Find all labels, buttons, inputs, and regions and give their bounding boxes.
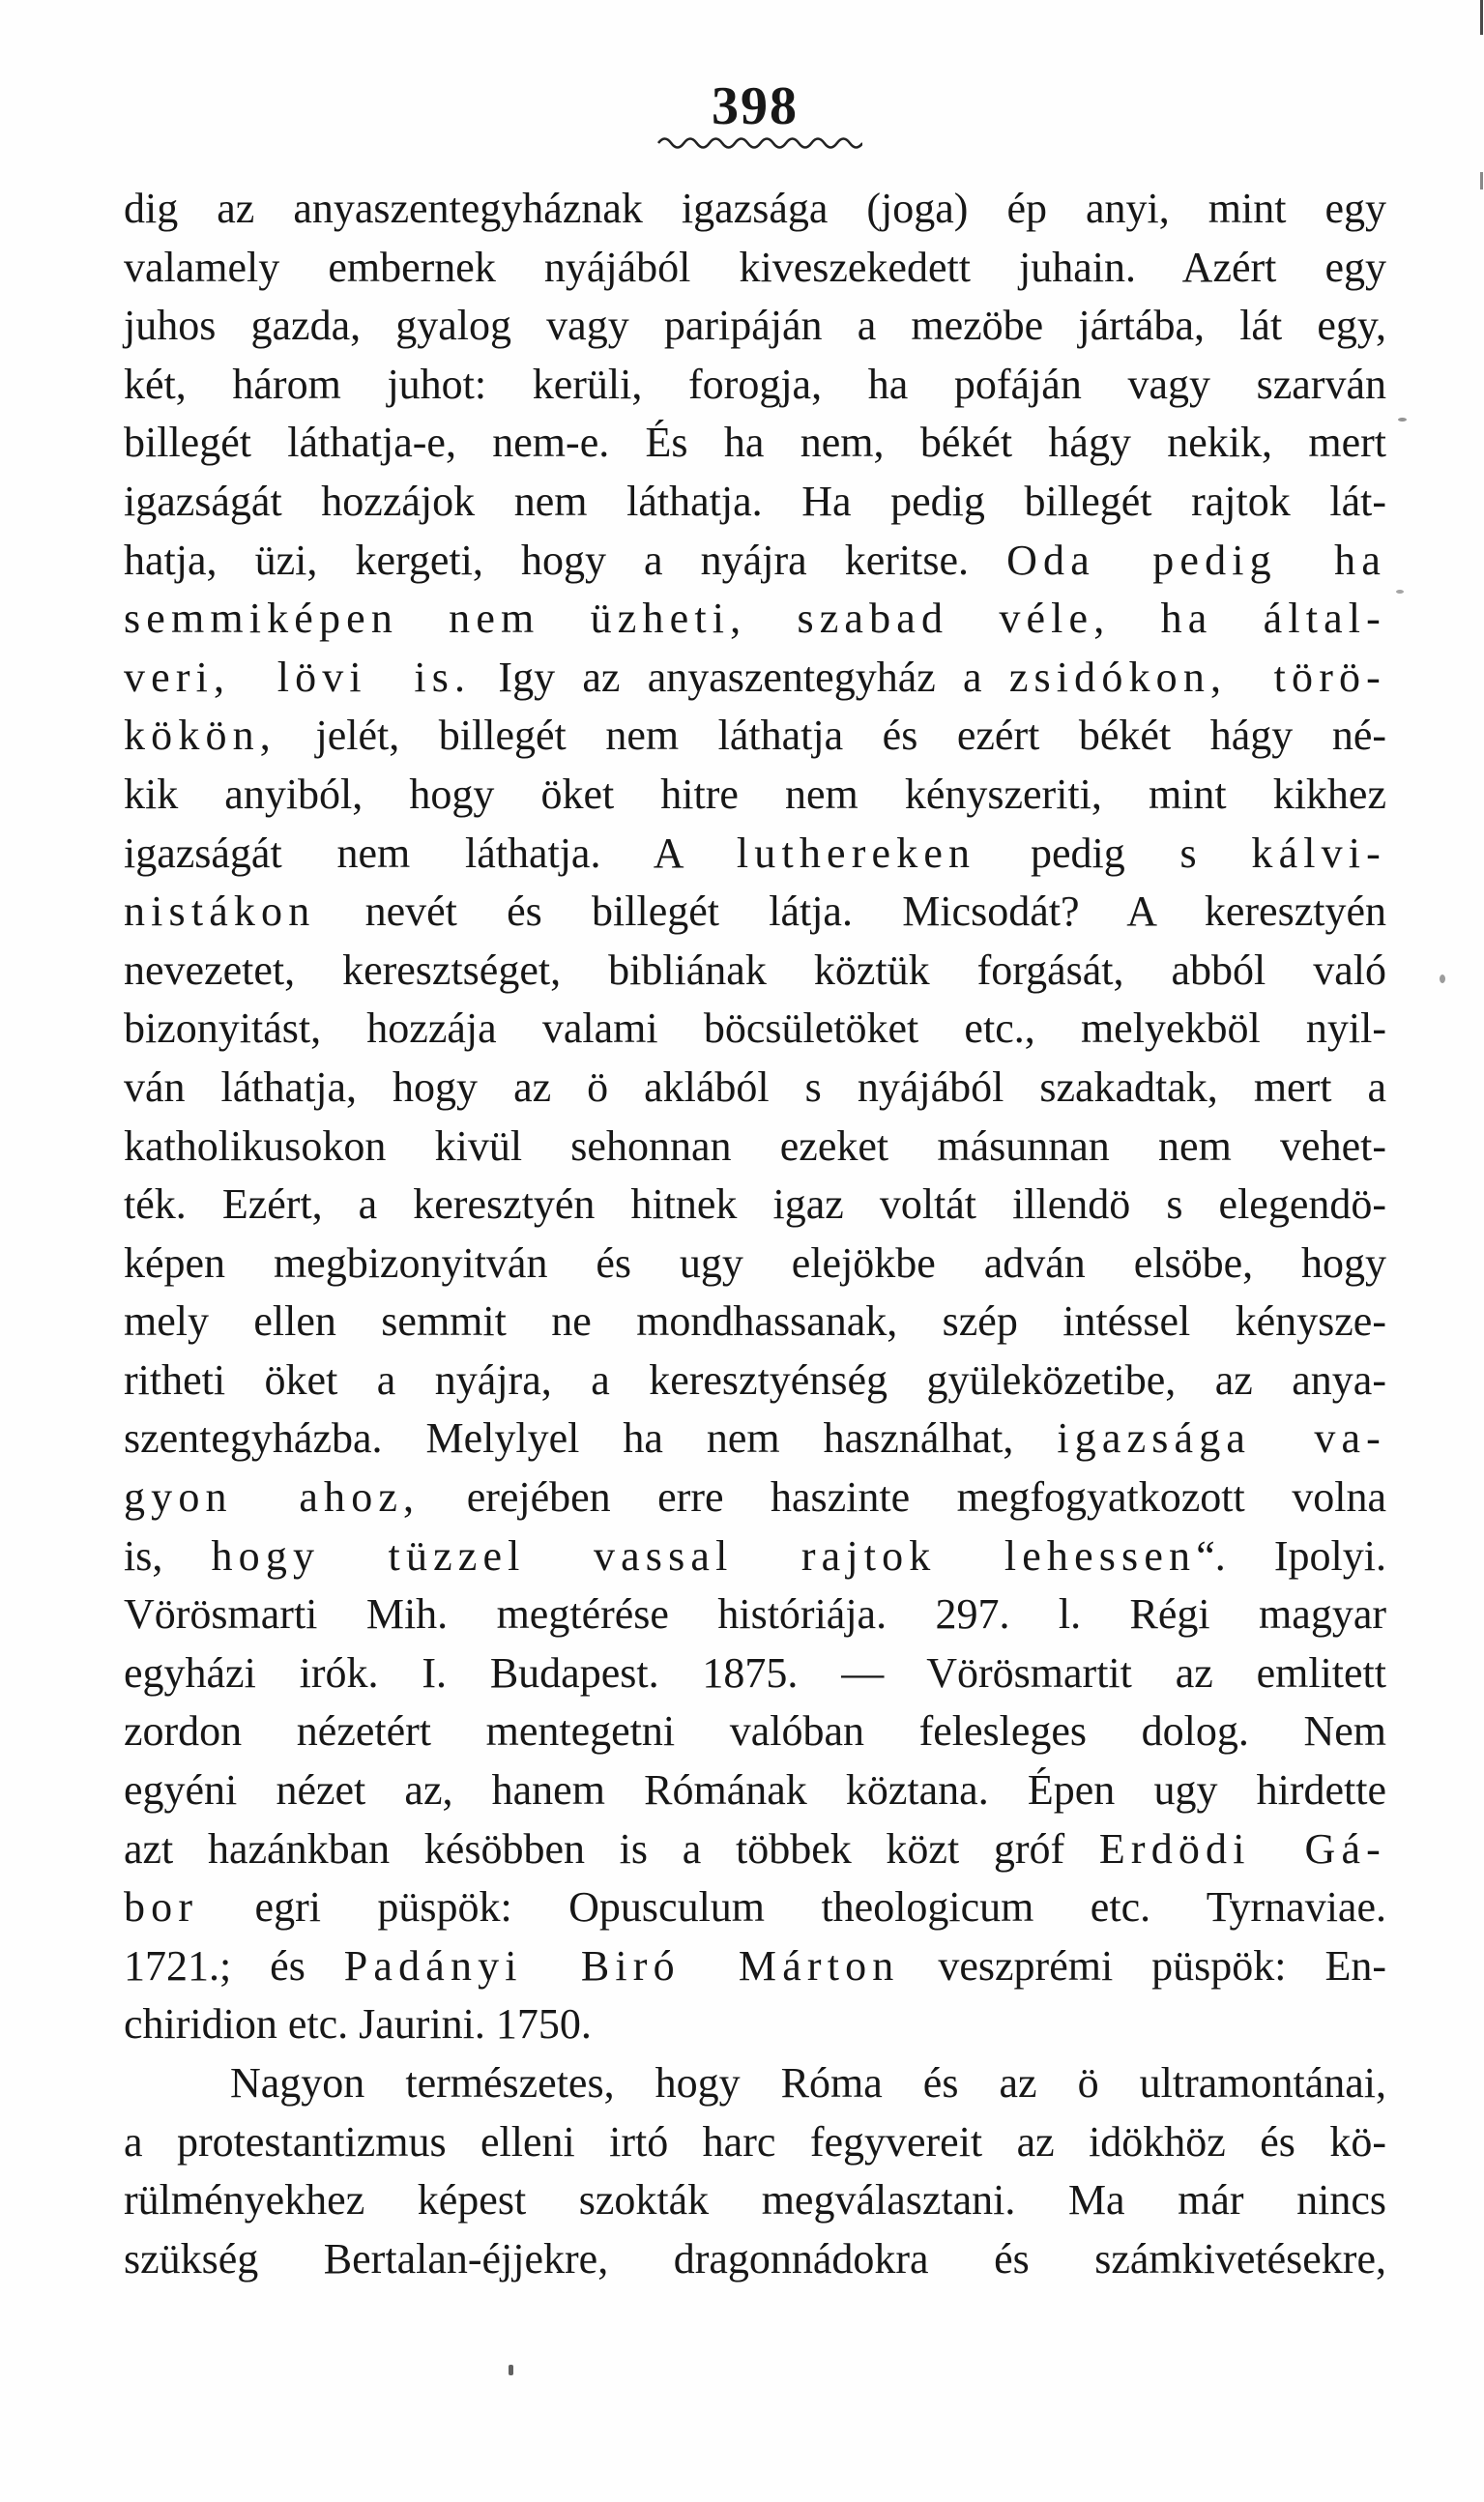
text-segment: chiridion etc. Jaurini. 1750. [124, 2000, 592, 2049]
paragraph [124, 180, 1386, 2054]
text-line [124, 942, 1386, 1001]
text-segment: ték. Ezért, a keresztyén hitnek igaz voltát illendö s elegendö- [124, 1180, 1386, 1229]
paragraph [124, 2054, 1386, 2288]
letterspaced-text: Oda pedig ha [1006, 536, 1387, 584]
text-segment: egyéni nézet az, hanem Rómának köztana. Épen ugy hirdette [124, 1766, 1386, 1815]
text-line [124, 2171, 1386, 2230]
text-line [124, 590, 1386, 649]
text-line [124, 649, 1386, 708]
letterspaced-text: kálvi- [1251, 829, 1386, 877]
ink-speck [509, 2365, 513, 2375]
text-segment: is, [124, 1531, 212, 1580]
letterspaced-text: zsidókon, törö- [1008, 653, 1386, 701]
text-line [124, 1937, 1386, 1996]
page-number: 398 [712, 76, 799, 136]
text-segment: két, három juhot: kerüli, forogja, ha pofáján vagy szarván [124, 360, 1386, 408]
text-segment: katholikusokon kivül sehonnan ezeket másunnan nem vehet- [124, 1121, 1386, 1170]
text-segment: kik anyiból, hogy öket hitre nem kényszeriti, mint kikhez [124, 770, 1386, 818]
text-segment: azt hazánkban késöbben is a többek közt gróf [124, 1824, 1099, 1873]
text-segment: Vörösmarti Mih. megtérése históriája. 297. l. Régi magyar [124, 1590, 1386, 1639]
letterspaced-text: Padányi Biró Márton [343, 1941, 900, 1990]
text-segment: veszprémi püspök: En- [899, 1941, 1386, 1990]
text-line [124, 766, 1386, 825]
text-line [124, 1586, 1386, 1644]
text-segment: mely ellen semmit ne mondhassanak, szép intéssel kénysze- [124, 1297, 1386, 1346]
text-segment: juhos gazda, gyalog vagy paripáján a mezöbe jártába, lát egy, [124, 302, 1386, 350]
text-segment: bizonyitást, hozzája valami böcsületöket etc., melyekböl nyil- [124, 1004, 1386, 1053]
text-line [124, 532, 1386, 591]
text-line [124, 1352, 1386, 1411]
ink-speck [1396, 590, 1404, 594]
text-line [124, 1000, 1386, 1059]
scan-edge-artifact [1480, 0, 1483, 35]
text-line [124, 1702, 1386, 1761]
letterspaced-text: hogy tüzzel vassal rajtok lehessen [211, 1531, 1197, 1580]
text-segment: a protestantizmus elleni irtó harc fegyvereit az idökhöz és kö- [124, 2117, 1386, 2166]
text-segment: képen megbizonyitván és ugy elejökbe adván elsöbe, hogy [124, 1238, 1386, 1287]
text-line [124, 297, 1386, 356]
text-line [124, 473, 1386, 532]
text-segment: erejében erre haszinte megfogyatkozott volna [420, 1473, 1386, 1522]
text-line [124, 180, 1386, 239]
ink-speck [1398, 418, 1407, 422]
text-segment: zordon nézetért mentegetni valóban felesleges dolog. Nem [124, 1707, 1386, 1756]
text-segment: “. Ipolyi. [1196, 1531, 1386, 1580]
text-segment: igazságát hozzájok nem láthatja. Ha pedig billegét rajtok lát- [124, 477, 1386, 525]
text-line [124, 1995, 1386, 2054]
text-segment: valamely embernek nyájából kiveszekedett juhain. Azért egy [124, 243, 1386, 291]
body-text [124, 180, 1386, 2288]
text-segment: ván láthatja, hogy az ö aklából s nyájából szakadtak, mert a [124, 1062, 1386, 1111]
text-segment: nevét és billegét látja. Micsodát? A keresztyén [315, 887, 1386, 936]
letterspaced-text: igazsága va- [1057, 1414, 1386, 1463]
text-line [124, 239, 1386, 298]
text-line [124, 825, 1386, 884]
text-line [124, 1820, 1386, 1879]
text-segment: szentegyházba. Melylyel ha nem használhat, [124, 1414, 1058, 1463]
wavy-underline [657, 131, 862, 149]
text-line [124, 414, 1386, 473]
text-line [124, 356, 1386, 415]
text-segment: hatja, üzi, kergeti, hogy a nyájra keritse. [124, 536, 1007, 584]
letterspaced-text: Erdödi Gá- [1098, 1824, 1386, 1873]
letterspaced-text: kökön, [124, 712, 276, 760]
text-segment: Igy az anyaszentegyház a [471, 653, 1009, 701]
text-line [124, 1527, 1386, 1586]
text-line [124, 1878, 1386, 1937]
letterspaced-text: semmiképen nem üzheti, szabad véle, ha által- [124, 595, 1386, 643]
text-segment: nevezetet, keresztséget, bibliának köztük forgását, abból való [124, 946, 1386, 994]
ink-speck [1440, 975, 1445, 983]
text-line [124, 1118, 1386, 1177]
text-segment: billegét láthatja-e, nem-e. És ha nem, békét hágy nekik, mert [124, 419, 1386, 467]
letterspaced-text: luthereken [736, 829, 976, 877]
text-line [124, 1293, 1386, 1352]
text-segment: rülményekhez képest szokták megválasztani. Ma már nincs [124, 2176, 1386, 2225]
text-line [124, 1235, 1386, 1294]
text-line [124, 707, 1386, 766]
text-line [124, 1176, 1386, 1235]
text-line [124, 1644, 1386, 1703]
text-line [124, 883, 1386, 942]
text-segment: dig az anyaszentegyháznak igazsága (joga) ép anyi, mint egy [124, 185, 1386, 232]
text-line [124, 1410, 1386, 1469]
text-segment: jelét, billegét nem láthatja és ezért békét hágy né- [276, 712, 1386, 760]
letterspaced-text: nistákon [124, 887, 316, 936]
text-line [124, 1469, 1386, 1527]
text-segment: egyházi irók. I. Budapest. 1875. — Vörösmartit az emlitett [124, 1648, 1386, 1697]
letterspaced-text: gyon ahoz, [124, 1473, 421, 1522]
text-line [124, 1761, 1386, 1820]
text-line [124, 2054, 1386, 2113]
text-line [124, 1059, 1386, 1118]
text-segment: ritheti öket a nyájra, a keresztyénség gyüleközetibe, az anya- [124, 1355, 1386, 1404]
text-segment: 1721.; és [124, 1941, 344, 1990]
text-line [124, 2113, 1386, 2172]
scan-edge-artifact [1480, 172, 1483, 189]
text-segment: igazságát nem láthatja. A [124, 829, 737, 877]
text-segment: pedig s [975, 829, 1252, 877]
letterspaced-text: bor [124, 1883, 199, 1932]
text-segment: szükség Bertalan-éjjekre, dragonnádokra és számkivetésekre, [124, 2234, 1386, 2283]
text-line [124, 2230, 1386, 2289]
text-segment: egri püspök: Opusculum theologicum etc. Tyrnaviae. [198, 1883, 1386, 1932]
letterspaced-text: veri, lövi is. [124, 653, 472, 701]
text-segment: Nagyon természetes, hogy Róma és az ö ultramontánai, [230, 2059, 1386, 2107]
